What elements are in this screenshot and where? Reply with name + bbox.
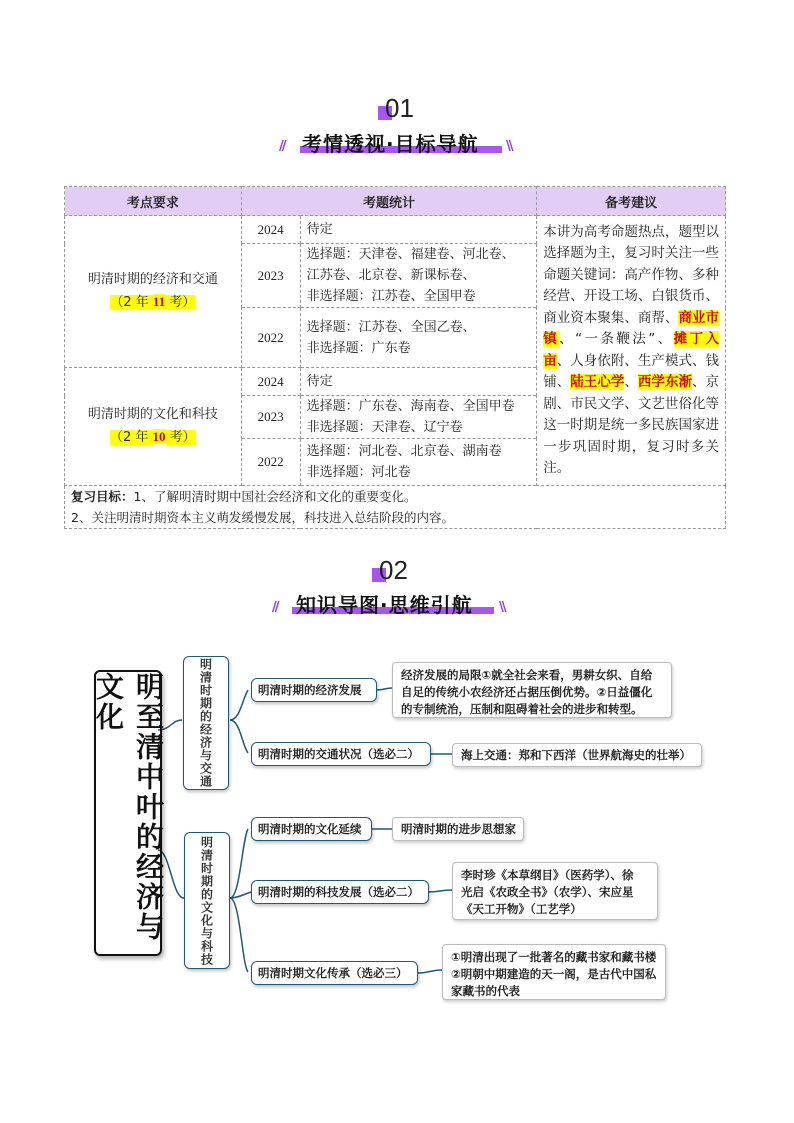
leaf-line: ②明朝中期建造的天一阁，是古代中国私 <box>451 967 657 981</box>
leaf-economic-limits <box>392 662 672 718</box>
leaf-progressive-thinkers: 明清时期的进步思想家 <box>392 817 524 841</box>
branch-label: 明清时期的经济与交通 <box>198 658 213 788</box>
advice-text: 、 <box>624 374 638 390</box>
leaf-line: 的专制统治，压制和阻碍着社会的进步和转型。 <box>401 702 643 716</box>
leaf-line: 李时珍《本草纲目》（医药学）、徐 <box>461 868 634 882</box>
stat-line: 非选择题：河北卷 <box>306 465 411 480</box>
goal-line: 2、关注明清时期资本主义萌发缓慢发展，科技进入总结阶段的内容。 <box>71 510 454 525</box>
leaf-science-works <box>452 862 658 920</box>
advice-keyword: 陆王心学 <box>570 374 625 390</box>
leaf-line: 《天工开物》（工艺学） <box>461 902 582 916</box>
goal-line: 1、了解明清时期中国社会经济和文化的重要变化。 <box>133 489 417 504</box>
year-cell: 2023 <box>241 396 300 439</box>
section1-left-slashes: // <box>279 139 285 154</box>
leaf-line: 家藏书的代表 <box>451 984 520 998</box>
section1-number: 01 <box>385 93 414 123</box>
year-cell: 2023 <box>241 244 300 308</box>
advice-keyword: 商业市镇 <box>543 309 720 347</box>
stat-line: 待定 <box>306 222 333 237</box>
section1-right-slashes: \\ <box>506 139 512 154</box>
topic-name: 明清时期的经济和交通 <box>87 272 218 287</box>
branch-economy-transport <box>183 656 229 790</box>
stat-line: 非选择题：天津卷、辽宁卷 <box>306 420 463 435</box>
stat-line: 选择题：广东卷、海南卷、全国甲卷 <box>306 399 515 414</box>
advice-text: 、人身依附、生产模式、钱铺、 <box>543 352 720 390</box>
header-advice: 备考建议 <box>537 187 726 216</box>
node-science-development: 明清时期的科技发展（选必二） <box>251 880 429 904</box>
advice-text: 、“一条鞭法”、 <box>559 331 674 347</box>
advice-keyword: 摊丁入亩 <box>543 331 720 369</box>
stat-line: 待定 <box>306 374 333 389</box>
header-statistics: 考题统计 <box>241 187 537 216</box>
stat-line: 江苏卷、北京卷、新课标卷、 <box>306 268 476 283</box>
stat-line: 选择题：河北卷、北京卷、湖南卷 <box>306 444 502 459</box>
mindmap-root <box>92 670 165 956</box>
stat-line: 选择题：江苏卷、全国乙卷、 <box>306 319 476 335</box>
topic-count-suffix: 考） <box>165 295 196 310</box>
topic-count-prefix: （2 年 <box>110 295 153 310</box>
section1-title: 考情透视·目标导航 <box>302 132 479 156</box>
year-cell: 2022 <box>241 439 300 486</box>
stat-line: 非选择题：江苏卷、全国甲卷 <box>306 289 476 304</box>
stat-line: 选择题：天津卷、福建卷、河北卷、 <box>306 247 515 262</box>
section2-left-slashes: // <box>272 600 278 615</box>
leaf-book-collection <box>442 944 666 1000</box>
topic-count-suffix: 考） <box>165 430 196 445</box>
topic-count-number: 10 <box>152 429 166 444</box>
section2-right-slashes: \\ <box>499 600 505 615</box>
mindmap-root-label: 明至清中叶的经济与文化 <box>92 672 165 942</box>
advice-text: 、京剧、市民文学、文艺世俗化等这一时期是统一多民族国家进一步巩固时期，复习时多关注。 <box>543 374 720 476</box>
node-transport-status: 明清时期的交通状况（选必二） <box>251 742 431 766</box>
topic-name: 明清时期的文化和科技 <box>87 407 218 422</box>
node-economic-development: 明清时期的经济发展 <box>251 678 377 702</box>
branch-label: 明清时期的文化与科技 <box>199 835 214 966</box>
section2-title: 知识导图·思维引航 <box>296 593 473 617</box>
section2-number: 02 <box>379 555 408 585</box>
node-culture-heritage: 明清时期文化传承（选必三） <box>251 961 418 985</box>
leaf-line: ①明清出现了一批著名的藏书家和藏书楼 <box>451 950 657 964</box>
advice-text: 本讲为高考命题热点，题型以选择题为主，复习时关注一些命题关键词：高产作物、多种经营、开设工场、白银货币、商业资本聚集、商帮、 <box>543 223 719 326</box>
goal-label: 复习目标： <box>71 489 134 504</box>
header-requirement: 考点要求 <box>65 187 242 216</box>
stat-line: 非选择题：广东卷 <box>306 340 411 356</box>
leaf-line: 光启《农政全书》（农学）、宋应星 <box>461 885 634 899</box>
branch-culture-science <box>184 832 230 969</box>
advice-keyword: 西学东渐 <box>637 374 692 390</box>
year-cell: 2024 <box>241 368 300 396</box>
year-cell: 2024 <box>241 216 300 244</box>
leaf-line: 自足的传统小农经济还占据压倒优势。②日益僵化 <box>401 685 653 699</box>
leaf-line: 经济发展的局限①就全社会来看，男耕女织、自给 <box>401 668 653 682</box>
topic-count-number: 11 <box>152 294 166 309</box>
year-cell: 2022 <box>241 308 300 368</box>
node-culture-continuation: 明清时期的文化延续 <box>251 817 372 841</box>
leaf-zheng-he: 海上交通：郑和下西洋（世界航海史的壮举） <box>452 743 702 767</box>
topic-count-prefix: （2 年 <box>110 430 153 445</box>
